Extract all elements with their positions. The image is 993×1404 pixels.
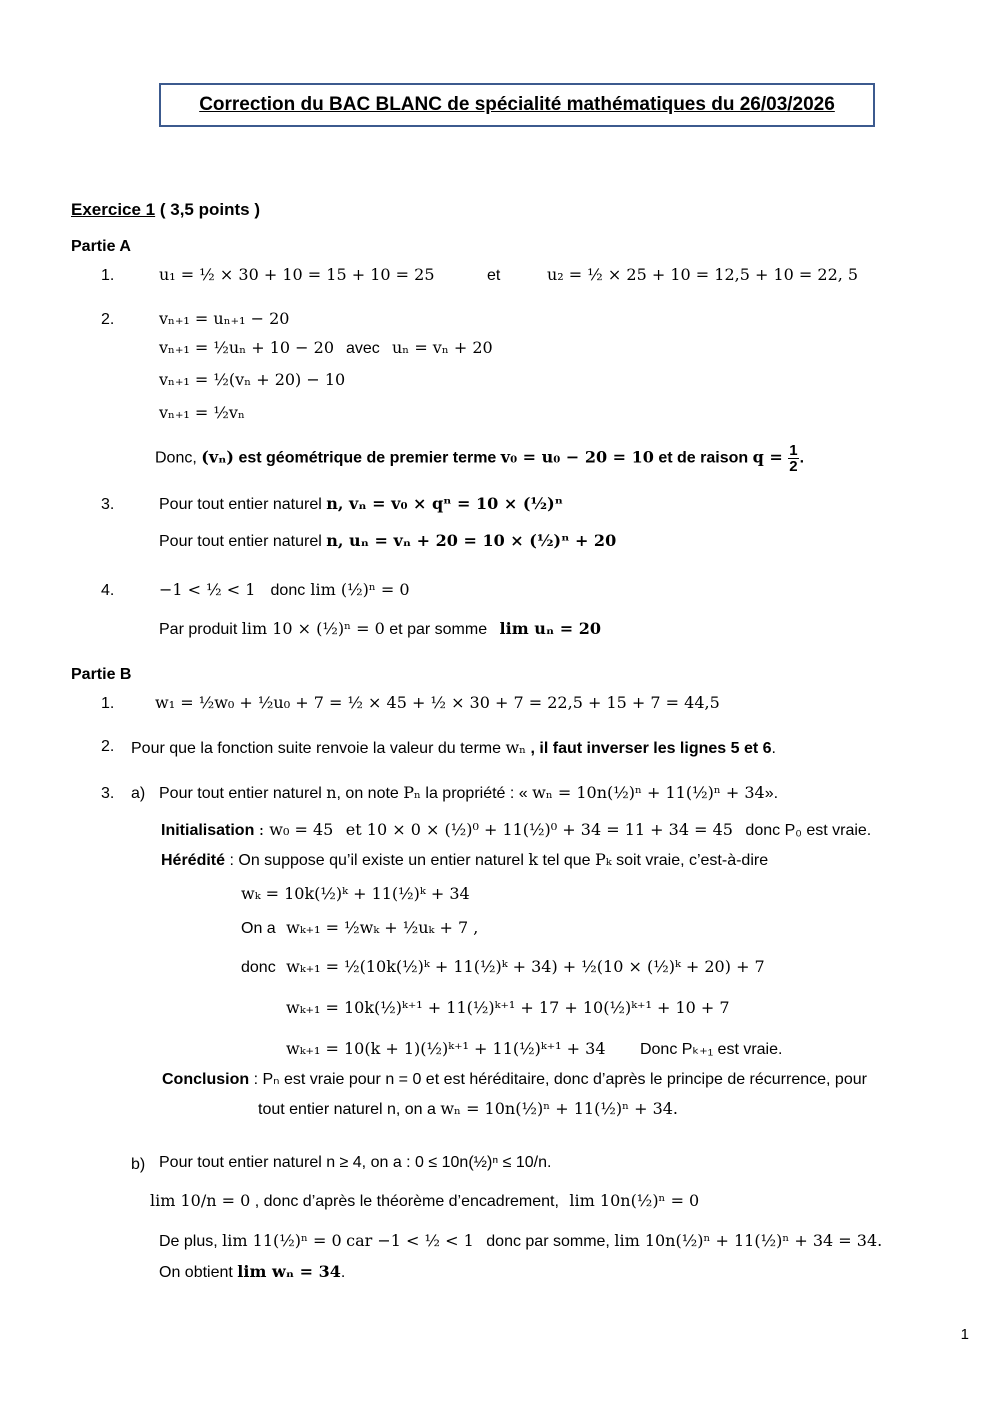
q4-inequality: −1 < ½ < 1	[159, 580, 256, 599]
q3a-text1: Pour tout entier naturel	[159, 785, 322, 802]
partB-q3b-line2	[150, 1191, 699, 1211]
q2-wn: wₙ	[505, 738, 527, 757]
partA-q4-line1	[159, 580, 410, 600]
final-period: .	[340, 1264, 346, 1281]
heredite-line4: wₖ₊₁ = 10k(½)ᵏ⁺¹ + 11(½)ᵏ⁺¹ + 17 + 10(½)ᵏ⁺¹ + 10 + 7	[286, 998, 730, 1017]
her-pk: Pₖ	[595, 850, 612, 869]
lim-wn-result: lim wₙ = 34	[237, 1262, 341, 1281]
q-fraction: $\frac{1}{2}$	[789, 442, 798, 475]
lim-10n: lim 10n(½)ⁿ = 0	[569, 1191, 700, 1210]
partA-q4-line2	[159, 619, 601, 639]
on-obtient-text: On obtient	[159, 1264, 233, 1281]
conclusion-label: Conclusion	[162, 1071, 250, 1088]
partB-q3b-line4	[159, 1262, 345, 1282]
q3a-text2: , on note	[336, 785, 399, 802]
q2-sentence: Pour que la fonction suite renvoie la valeur du terme	[131, 740, 501, 757]
lim-11: lim 11(½)ⁿ = 0	[222, 1231, 342, 1250]
raison-text: et de raison	[658, 449, 749, 467]
partA-q2-conclusion: Donc, (vₙ) est géométrique de premier terme v₀ = u₀ − 20 = 10 et de raison q = $\frac{1}{2}$ .	[155, 442, 805, 475]
wk1-recurrence: wₖ₊₁ = ½wₖ + ½uₖ + 7 ,	[286, 918, 479, 937]
car-inequality: car −1 < ½ < 1	[346, 1231, 474, 1250]
q3-text: Pour tout entier naturel	[159, 496, 322, 513]
partB-q3b-line3	[159, 1231, 882, 1251]
init-conclusion: donc P₀ est vraie.	[745, 822, 872, 839]
partie-a-label: Partie A	[71, 238, 131, 255]
partB-q3b-label: b)	[131, 1156, 146, 1173]
geometric-text: est géométrique de premier terme	[238, 449, 497, 467]
partA-q2-line4: vₙ₊₁ = ½vₙ	[159, 403, 245, 422]
her-text2: tel que	[542, 852, 591, 869]
donc-text-2: donc	[241, 959, 276, 976]
partB-q2-number: 2.	[101, 738, 115, 755]
partA-q3-line1	[159, 494, 563, 514]
init-check: et 10 × 0 × (½)⁰ + 11(½)⁰ + 34 = 11 + 34 = 45	[345, 820, 733, 839]
encadrement-text: , donc d’après le théorème d’encadrement,	[254, 1193, 559, 1210]
partA-q2-avec: avec	[346, 340, 380, 357]
partA-q3-number: 3.	[101, 496, 115, 513]
page-title: Correction du BAC BLANC de spécialité mathématiques du 26/03/2026	[199, 94, 835, 115]
partB-q1-equation: w₁ = ½w₀ + ½u₀ + 7 = ½ × 45 + ½ × 30 + 7 = 22,5 + 15 + 7 = 44,5	[155, 693, 720, 712]
heredite-label: Hérédité	[161, 852, 226, 869]
conclusion-formula: wₙ = 10n(½)ⁿ + 11(½)ⁿ + 34.	[440, 1099, 679, 1118]
heredite-hypothesis: wₖ = 10k(½)ᵏ + 11(½)ᵏ + 34	[241, 884, 470, 903]
partA-q2-line2b: uₙ = vₙ + 20	[392, 338, 493, 357]
q4-limit: lim (½)ⁿ = 0	[310, 580, 410, 599]
partB-q1-number: 1.	[101, 695, 115, 712]
q2-period: .	[771, 740, 776, 757]
conclusion-line2	[258, 1099, 678, 1119]
partA-q1-number: 1.	[101, 267, 115, 284]
partA-q4-number: 4.	[101, 582, 115, 599]
lim-sum: lim 10n(½)ⁿ + 11(½)ⁿ + 34 = 34.	[614, 1231, 883, 1250]
partA-q2-line1: vₙ₊₁ = uₙ₊₁ − 20	[159, 309, 290, 328]
de-plus-text: De plus,	[159, 1233, 218, 1250]
partA-q2-line3: vₙ₊₁ = ½(vₙ + 20) − 10	[159, 370, 346, 389]
partA-q2-line2: vₙ₊₁ = ½uₙ + 10 − 20	[159, 338, 335, 357]
q3a-n: n	[326, 783, 337, 802]
q3-text-2: Pour tout entier naturel	[159, 533, 322, 550]
q4-un-limit: lim uₙ = 20	[499, 619, 601, 638]
partB-q2-text	[131, 738, 776, 758]
q3a-formula: wₙ = 10n(½)ⁿ + 11(½)ⁿ + 34	[532, 783, 765, 802]
q3-vn-formula: n, vₙ = v₀ × qⁿ = 10 × (½)ⁿ	[326, 494, 563, 513]
par-somme-text: donc par somme,	[486, 1233, 610, 1250]
on-a-text: On a	[241, 920, 276, 937]
heredite-line2	[241, 918, 478, 938]
vn-sequence: (vₙ)	[201, 447, 234, 467]
exercise-points: ( 3,5 points )	[155, 200, 260, 219]
partA-q1-et: et	[487, 267, 501, 284]
her-text3: soit vraie, c’est-à-dire	[616, 852, 769, 869]
heredite-line	[161, 850, 768, 870]
q-equals: q =	[752, 447, 783, 467]
title-box	[159, 83, 875, 127]
partA-q1-u1: u₁ = ½ × 30 + 10 = 15 + 10 = 25	[159, 265, 435, 284]
conclusion-text: : Pₙ est vraie pour n = 0 et est héréditaire, donc d’après le principe de récurrence, pour	[253, 1071, 867, 1088]
wk1-substitution: wₖ₊₁ = ½(10k(½)ᵏ + 11(½)ᵏ + 34) + ½(10 × (½)ᵏ + 20) + 7	[286, 957, 765, 976]
her-text1: : On suppose qu’il existe un entier naturel	[229, 852, 524, 869]
q4-par-somme: et par somme	[389, 621, 488, 638]
q3-un-formula: n, uₙ = vₙ + 20 = 10 × (½)ⁿ + 20	[326, 531, 617, 550]
partB-q3-number: 3.	[101, 785, 115, 802]
her-k: k	[528, 850, 539, 869]
page-number: 1	[960, 1326, 969, 1343]
q4-donc: donc	[270, 582, 306, 599]
init-w0: : w₀ = 45	[258, 820, 334, 839]
donc-text: Donc,	[155, 449, 197, 467]
initialisation-label: Initialisation	[161, 822, 255, 839]
donc-pk1: Donc Pₖ₊₁ est vraie.	[639, 1041, 783, 1058]
q4-product-limit: lim 10 × (½)ⁿ = 0	[241, 619, 385, 638]
conclusion-text-2: tout entier naturel n, on a	[258, 1101, 436, 1118]
partA-q3-line2	[159, 531, 616, 551]
q2-bold-answer: , il faut inverser les lignes 5 et 6	[530, 740, 772, 757]
exercise-heading	[71, 200, 260, 220]
q3a-text3: la propriété : «	[425, 785, 528, 802]
partie-b-label: Partie B	[71, 666, 132, 683]
q3a-pn: Pₙ	[403, 783, 421, 802]
q4-par-produit: Par produit	[159, 621, 238, 638]
first-term: v₀ = u₀ − 20 = 10	[500, 447, 654, 467]
partA-q1-u2: u₂ = ½ × 25 + 10 = 12,5 + 10 = 22, 5	[547, 265, 859, 284]
exercise-label: Exercice 1	[71, 200, 156, 219]
initialisation-line	[161, 820, 871, 840]
heredite-line3	[241, 957, 765, 977]
heredite-line5	[286, 1039, 782, 1059]
partB-q3a-label: a)	[131, 785, 146, 802]
partB-q3a-line1	[159, 783, 778, 803]
lim-10-over-n: lim 10/n = 0	[150, 1191, 251, 1210]
conclusion-line	[162, 1069, 867, 1089]
wk1-final: wₖ₊₁ = 10(k + 1)(½)ᵏ⁺¹ + 11(½)ᵏ⁺¹ + 34	[286, 1039, 606, 1058]
partB-q3b-line1: Pour tout entier naturel n ≥ 4, on a : 0 ≤ 10n(½)ⁿ ≤ 10/n.	[159, 1154, 552, 1171]
q3a-text4: ».	[764, 785, 779, 802]
partA-q2-number: 2.	[101, 311, 115, 328]
